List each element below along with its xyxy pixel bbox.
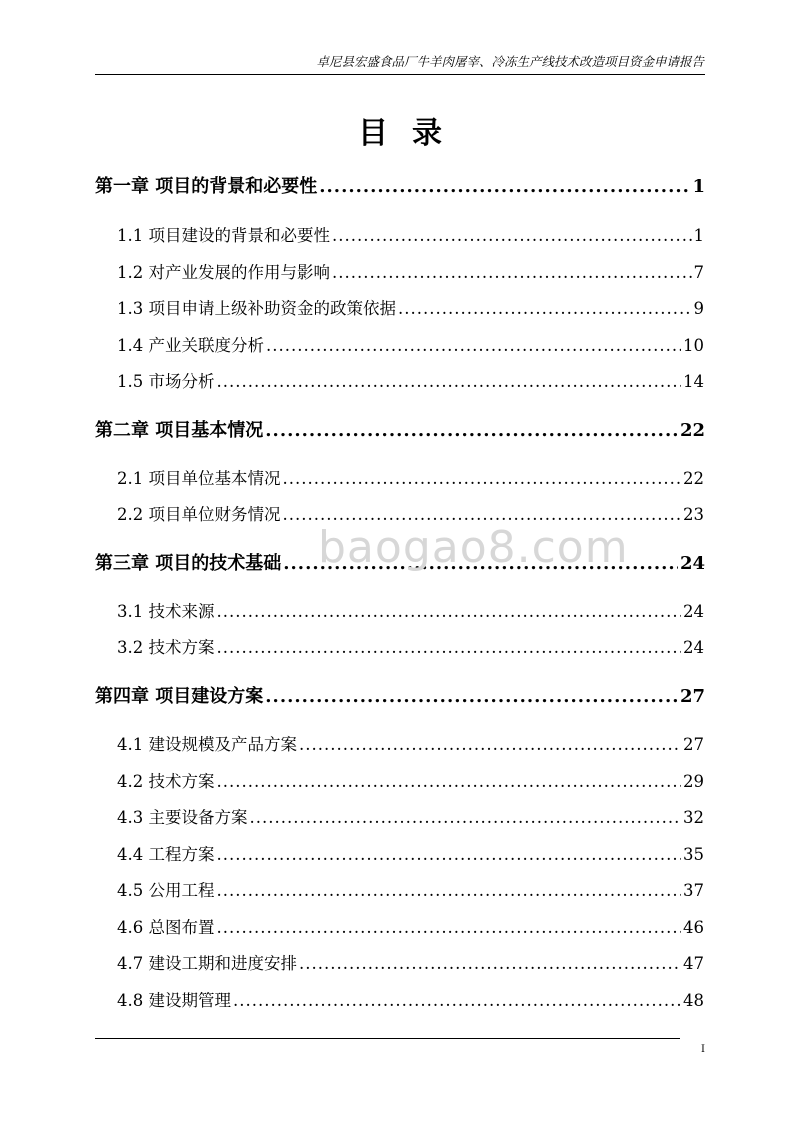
footer-page-number: I [701, 1044, 705, 1055]
toc-entry-4-6[interactable] [117, 914, 704, 938]
dot-leader [332, 226, 692, 245]
toc-entry-page: 23 [683, 505, 704, 524]
dot-leader [283, 469, 682, 488]
toc-entry-label: 4.2 技术方案 [117, 772, 215, 791]
dot-leader [319, 176, 690, 197]
footer-rule [95, 1038, 680, 1039]
toc-entry-1-4[interactable] [117, 332, 704, 356]
toc-entry-page: 1 [692, 176, 705, 197]
toc-entry-page: 22 [683, 469, 704, 488]
toc-entry-label: 2.2 项目单位财务情况 [117, 505, 281, 524]
dot-leader [217, 372, 682, 391]
toc-entry-label: 2.1 项目单位基本情况 [117, 469, 281, 488]
dot-leader [250, 808, 682, 827]
toc-entry-1-1[interactable] [117, 222, 704, 246]
toc-entry-label: 1.5 市场分析 [117, 372, 215, 391]
toc-entry-page: 48 [683, 991, 704, 1010]
toc-entry-chapter-4[interactable] [95, 682, 705, 708]
toc-entry-page: 22 [679, 420, 705, 441]
toc-title: 目录 [358, 116, 466, 151]
dot-leader [233, 991, 681, 1010]
toc-entry-3-2[interactable] [117, 634, 704, 658]
toc-entry-label: 1.1 项目建设的背景和必要性 [117, 226, 330, 245]
toc-entry-page: 24 [683, 602, 704, 621]
toc-entry-label: 1.4 产业关联度分析 [117, 336, 264, 355]
toc-entry-page: 32 [683, 808, 704, 827]
toc-entry-page: 29 [683, 772, 704, 791]
toc-entry-4-3[interactable] [117, 804, 704, 828]
toc-entry-label: 4.1 建设规模及产品方案 [117, 735, 297, 754]
toc-entry-4-5[interactable] [117, 877, 704, 901]
toc-entry-label: 4.7 建设工期和进度安排 [117, 954, 297, 973]
toc-entry-label: 4.5 公用工程 [117, 881, 215, 900]
toc-entry-2-2[interactable] [117, 501, 704, 525]
toc-entry-label: 3.2 技术方案 [117, 638, 215, 657]
dot-leader [332, 263, 692, 282]
dot-leader [266, 336, 681, 355]
toc-entry-label: 4.6 总图布置 [117, 918, 215, 937]
toc-entry-page: 46 [683, 918, 704, 937]
toc-entry-3-1[interactable] [117, 598, 704, 622]
toc-entry-4-8[interactable] [117, 987, 704, 1011]
dot-leader [217, 845, 682, 864]
toc-entry-page: 35 [683, 845, 704, 864]
toc-entry-page: 14 [683, 372, 704, 391]
toc-entry-label: 4.3 主要设备方案 [117, 808, 248, 827]
toc-entry-page: 27 [679, 686, 705, 707]
toc-entry-2-1[interactable] [117, 465, 704, 489]
watermark: baogao8.com [318, 522, 629, 573]
toc-entry-chapter-3[interactable] [95, 549, 705, 575]
toc-entry-4-2[interactable] [117, 768, 704, 792]
toc-entry-1-3[interactable] [117, 295, 704, 319]
dot-leader [217, 638, 682, 657]
dot-leader [265, 420, 678, 441]
toc-entry-page: 47 [683, 954, 704, 973]
toc-entry-label: 4.8 建设期管理 [117, 991, 231, 1010]
toc-entry-label: 1.2 对产业发展的作用与影响 [117, 263, 330, 282]
toc-entry-chapter-1[interactable] [95, 172, 705, 198]
dot-leader [299, 735, 681, 754]
dot-leader [299, 954, 681, 973]
toc-entry-page: 9 [693, 299, 704, 318]
toc-entry-chapter-2[interactable] [95, 416, 705, 442]
dot-leader [283, 505, 682, 524]
dot-leader [265, 686, 678, 707]
dot-leader [217, 602, 682, 621]
header-rule [95, 74, 705, 75]
toc-entry-label: 第四章 项目建设方案 [95, 686, 264, 707]
toc-entry-label: 第一章 项目的背景和必要性 [95, 176, 318, 197]
toc-entry-label: 4.4 工程方案 [117, 845, 215, 864]
toc-entry-4-1[interactable] [117, 731, 704, 755]
dot-leader [217, 772, 682, 791]
toc-entry-page: 37 [683, 881, 704, 900]
toc-entry-page: 24 [683, 638, 704, 657]
toc-entry-page: 1 [693, 226, 704, 245]
toc-entry-label: 1.3 项目申请上级补助资金的政策依据 [117, 299, 396, 318]
toc-entry-label: 第三章 项目的技术基础 [95, 553, 282, 574]
dot-leader [217, 881, 682, 900]
running-header: 卓尼县宏盛食品厂牛羊肉屠宰、冷冻生产线技术改造项目资金申请报告 [316, 54, 704, 69]
toc-entry-4-7[interactable] [117, 950, 704, 974]
toc-entry-page: 24 [679, 553, 705, 574]
toc-entry-1-2[interactable] [117, 259, 704, 283]
dot-leader [398, 299, 692, 318]
toc-entry-label: 3.1 技术来源 [117, 602, 215, 621]
toc-entry-4-4[interactable] [117, 841, 704, 865]
toc-entry-label: 第二章 项目基本情况 [95, 420, 264, 441]
toc-entry-page: 7 [693, 263, 704, 282]
toc-entry-page: 27 [683, 735, 704, 754]
toc-entry-1-5[interactable] [117, 368, 704, 392]
dot-leader [217, 918, 682, 937]
toc-entry-page: 10 [683, 336, 704, 355]
dot-leader [283, 553, 678, 574]
